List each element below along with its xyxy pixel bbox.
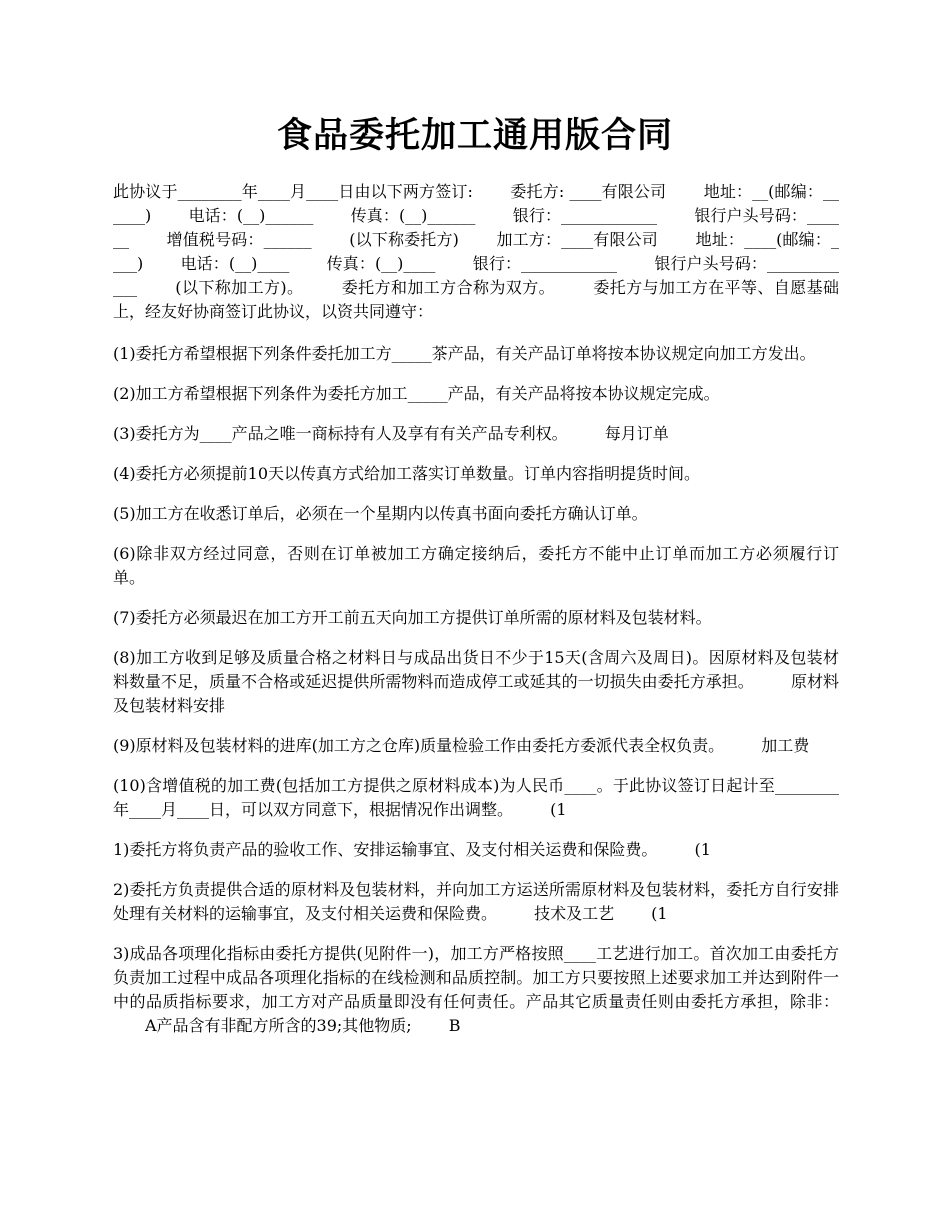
clause-paragraph: (10)含增值税的加工费(包括加工方提供之原材料成本)为人民币____。于此协议签订日起计至________年____月____日，可以双方同意下，根据情况作出调整。 (1: [113, 776, 839, 819]
document-title: 食品委托加工通用版合同: [276, 115, 673, 156]
document-body: [113, 180, 839, 1054]
clause-paragraph: (4)委托方必须提前10天以传真方式给加工落实订单数量。订单内容指明提货时间。: [113, 464, 701, 483]
clause-paragraph: (1)委托方希望根据下列条件委托加工方_____茶产品，有关产品订单将按本协议规定向加工方发出。: [113, 344, 816, 363]
clause-paragraph: (5)加工方在收悉订单后，必须在一个星期内以传真书面向委托方确认订单。: [113, 504, 648, 523]
clause-paragraph: 3)成品各项理化指标由委托方提供(见附件一)，加工方严格按照____工艺进行加工。首次加工由委托方负责加工过程中成品各项理化指标的在线检测和品质控制。加工方只要按照上述要求加工并达到附件一中的品质指标要求，加工方对产品质量即没有任何责任。产品其它质量责任则由委托方承担，除非： A产品含有非配方所含的39;其他物质; B: [113, 944, 839, 1035]
clause-paragraph: (2)加工方希望根据下列条件为委托方加工_____产品，有关产品将按本协议规定完成。: [113, 384, 720, 403]
clause-paragraph: (6)除非双方经过同意，否则在订单被加工方确定接纳后，委托方不能中止订单而加工方必须履行订单。: [113, 544, 839, 587]
clause-paragraph: (9)原材料及包装材料的进库(加工方之仓库)质量检验工作由委托方委派代表全权负责。 加工费: [113, 736, 810, 755]
clause-paragraph: 1)委托方将负责产品的验收工作、安排运输事宜、及支付相关运费和保险费。 (1: [113, 840, 711, 859]
intro-paragraph: 此协议于________年____月____日由以下两方签订: 委托方: ____有限公司 地址：__(邮编：______) 电话：(__)______ 传真：(__)______ 银行：____________ 银行户头号码：______ 增值税号码：______ (以下称委托方) 加工方：____有限公司 地址：____(邮编：____) 电话：(__)____ 传真：(__)____ 银行：____________ 银行户头号码：____________ (以下称加工方)。 委托方和加工方合称为双方。 委托方与加工方在平等、自愿基础上，经友好协商签订此协议，以资共同遵守：: [113, 182, 839, 321]
clause-paragraph: (3)委托方为____产品之唯一商标持有人及享有有关产品专利权。 每月订单: [113, 424, 669, 443]
clause-paragraph: (8)加工方收到足够及质量合格之材料日与成品出货日不少于15天(含周六及周日)。因原材料及包装材料数量不足，质量不合格或延迟提供所需物料而造成停工或延其的一切损失由委托方承担。 原材料及包装材料安排: [113, 648, 839, 715]
clause-paragraph: 2)委托方负责提供合适的原材料及包装材料，并向加工方运送所需原材料及包装材料，委托方自行安排处理有关材料的运输事宜，及支付相关运费和保险费。 技术及工艺 (1: [113, 880, 839, 923]
clause-paragraph: (7)委托方必须最迟在加工方开工前五天向加工方提供订单所需的原材料及包装材料。: [113, 608, 712, 627]
